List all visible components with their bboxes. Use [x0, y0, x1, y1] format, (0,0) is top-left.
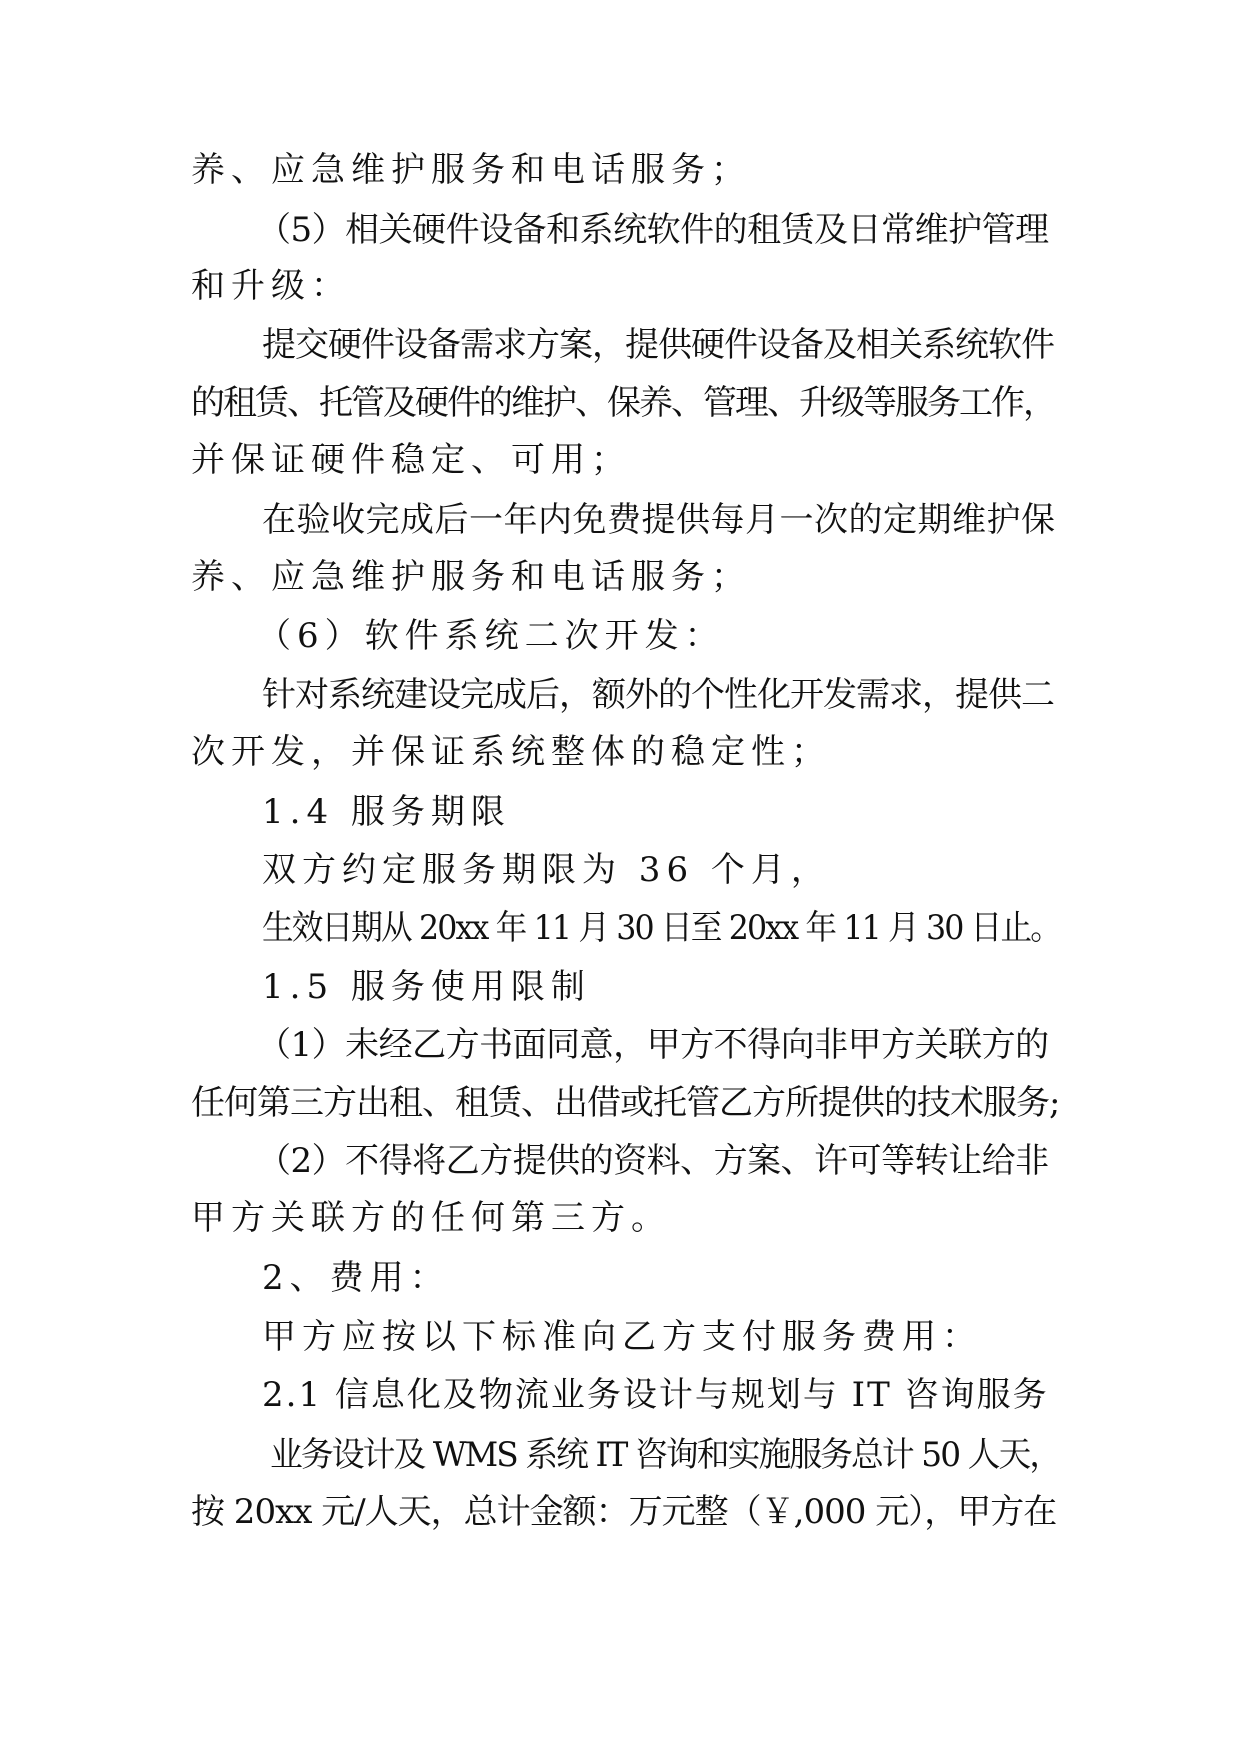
text-line: 并保证硬件稳定、可用； — [191, 440, 631, 480]
text-line: 养、应急维护服务和电话服务； — [191, 150, 751, 190]
text-line: 2.1 信息化及物流业务设计与规划与 IT 咨询服务 — [262, 1375, 1049, 1415]
text-line: （2）不得将乙方提供的资料、方案、许可等转让给非 — [257, 1141, 1049, 1181]
text-line: 业务设计及 WMS 系统 IT 咨询和实施服务总计 50 人天， — [270, 1435, 1061, 1475]
text-line: 双方约定服务期限为 36 个月， — [262, 850, 831, 890]
text-line: （1）未经乙方书面同意，甲方不得向非甲方关联方的 — [257, 1025, 1049, 1065]
text-line: 按 20xx 元/人天，总计金额：万元整（￥,000 元），甲方在 — [191, 1492, 1057, 1532]
text-line: 和升级： — [191, 266, 351, 306]
text-line: 的租赁、托管及硬件的维护、保养、管理、升级等服务工作， — [191, 383, 1055, 423]
text-line: 甲方应按以下标准向乙方支付服务费用： — [262, 1317, 982, 1357]
text-line: 2、费用： — [262, 1258, 450, 1298]
text-line: （6）软件系统二次开发： — [257, 616, 725, 656]
text-line: 生效日期从 20xx 年 11 月 30 日至 20xx 年 11 月 30 日止。 — [262, 908, 1060, 948]
text-line: 养、应急维护服务和电话服务； — [191, 557, 751, 597]
text-line: 甲方关联方的任何第三方。 — [191, 1198, 671, 1238]
text-line: 1.4 服务期限 — [262, 792, 511, 832]
text-line: 在验收完成后一年内免费提供每月一次的定期维护保 — [262, 500, 1056, 540]
text-line: 次开发，并保证系统整体的稳定性； — [191, 732, 831, 772]
text-line: 针对系统建设完成后，额外的个性化开发需求，提供二 — [262, 675, 1054, 715]
text-line: （5）相关硬件设备和系统软件的租赁及日常维护管理 — [257, 210, 1049, 250]
text-line: 1.5 服务使用限制 — [262, 967, 591, 1007]
text-line: 任何第三方出租、租赁、出借或托管乙方所提供的技术服务; — [191, 1083, 1060, 1123]
text-line: 提交硬件设备需求方案，提供硬件设备及相关系统软件 — [262, 325, 1054, 365]
